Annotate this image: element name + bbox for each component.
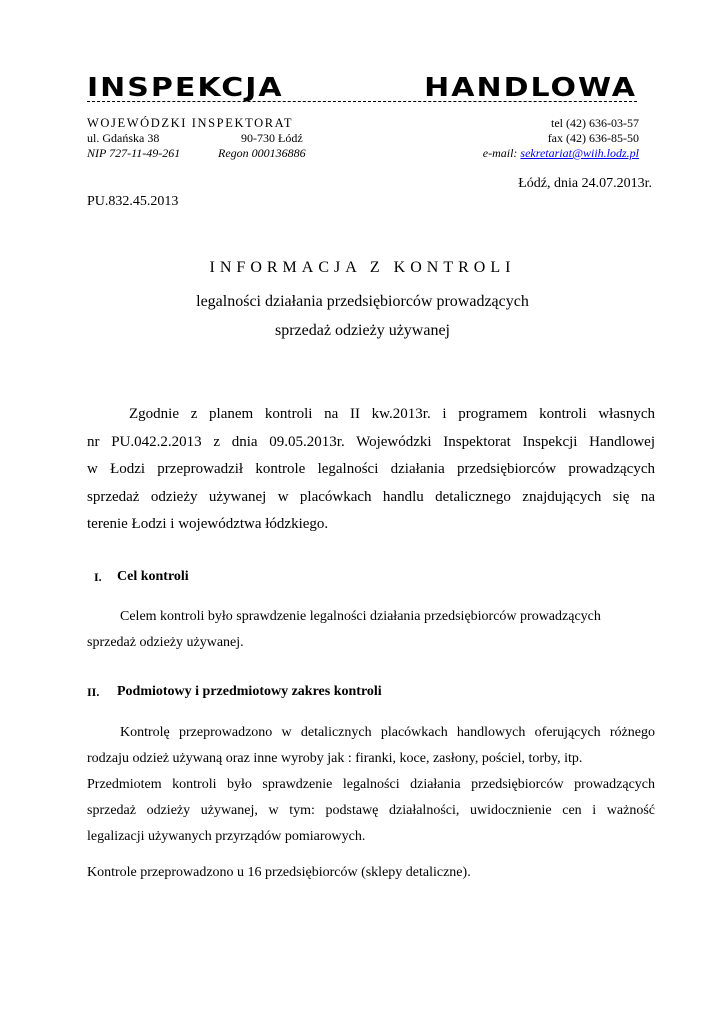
section2-line: rodzaju odzież używaną oraz inne wyroby jak : firanki, koce, zasłony, pościel, torby, itp. (87, 751, 583, 766)
section2-line: Przedmiotem kontroli było sprawdzenie legalności działania przedsiębiorców prowadzących (87, 777, 655, 792)
intro-line: terenie Łodzi i województwa łódzkiego. (87, 516, 329, 532)
section2-line: sprzedaż odzieży używanej, w tym: podstawę działalności, uwidocznienie cen i ważność (87, 803, 655, 818)
postal-address: 90-730 Łódź (241, 131, 303, 145)
fax-number: fax (42) 636-85-50 (547, 131, 639, 145)
letterhead-logo (87, 74, 637, 103)
intro-line: w Łodzi przeprowadził kontrole legalności działania przedsiębiorców prowadzących (87, 461, 655, 477)
email-line (483, 146, 639, 160)
office-name: WOJEWÓDZKI INSPEKTORAT (87, 116, 294, 130)
document-title: INFORMACJA Z KONTROLI (209, 259, 516, 276)
phone-number: tel (42) 636-03-57 (551, 116, 639, 130)
reference-number: PU.832.45.2013 (87, 194, 179, 209)
logo-word-inspekcja: INSPEKCJA (87, 73, 284, 103)
header-divider (87, 101, 637, 102)
section1-heading: Cel kontroli (117, 569, 189, 584)
date-line: Łódź, dnia 24.07.2013r. (518, 176, 652, 191)
document-subtitle-line1: legalności działania przedsiębiorców prowadzących (196, 293, 529, 310)
section1-line: Celem kontroli było sprawdzenie legalności działania przedsiębiorców prowadzących (120, 609, 601, 624)
intro-line: Zgodnie z planem kontroli na II kw.2013r. i programem kontroli własnych (129, 406, 655, 422)
section2-line: Kontrolę przeprowadzono w detalicznych placówkach handlowych oferujących różnego (120, 725, 655, 740)
intro-line: sprzedaż odzieży używanej w placówkach handlu detalicznego znajdujących się na (87, 488, 655, 505)
section1-line: sprzedaż odzieży używanej. (87, 635, 244, 650)
section2-line: legalizacji używanych przyrządów pomiarowych. (87, 829, 366, 844)
email-label: e-mail: (482, 146, 518, 160)
intro-paragraph (87, 401, 655, 539)
section2-number: II. (87, 685, 100, 699)
regon-number: Regon 000136886 (218, 146, 306, 160)
section2-heading: Podmiotowy i przedmiotowy zakres kontroli (117, 684, 382, 699)
section2-closing: Kontrole przeprowadzono u 16 przedsiębiorców (sklepy detaliczne). (87, 865, 471, 880)
section2-paragraph (87, 720, 655, 850)
section1-number: I. (94, 570, 102, 584)
street-address: ul. Gdańska 38 (87, 131, 160, 145)
section1-paragraph (87, 604, 655, 656)
logo-word-handlowa: HANDLOWA (424, 73, 637, 103)
nip-number: NIP 727-11-49-261 (87, 146, 181, 160)
document-subtitle-line2: sprzedaż odzieży używanej (274, 322, 450, 339)
email-link[interactable]: sekretariat@wiih.lodz.pl (520, 146, 639, 160)
intro-line: nr PU.042.2.2013 z dnia 09.05.2013r. Wojewódzki Inspektorat Inspekcji Handlowej (87, 433, 655, 450)
